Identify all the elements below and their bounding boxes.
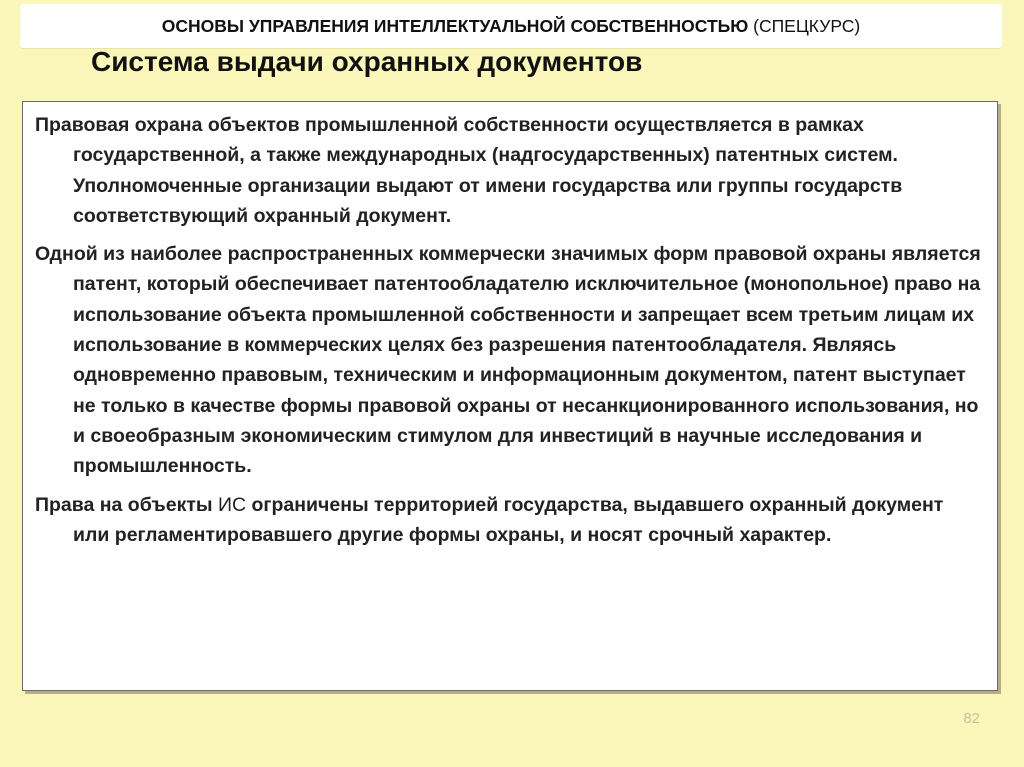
paragraph-territorial-rights-prefix: Права на объекты <box>35 493 218 516</box>
content-box <box>22 101 998 691</box>
course-header <box>20 4 1002 48</box>
paragraph-territorial-rights <box>35 490 983 551</box>
course-title: ОСНОВЫ УПРАВЛЕНИЯ ИНТЕЛЛЕКТУАЛЬНОЙ СОБСТВЕННОСТЬЮ <box>161 16 749 36</box>
page-number: 82 <box>963 710 980 727</box>
slide-title: Система выдачи охранных документов <box>91 46 643 77</box>
course-title-suffix: (СПЕЦКУРС) <box>748 16 861 36</box>
ip-abbreviation: ИС <box>217 493 247 516</box>
paragraph-legal-protection: Правовая охрана объектов промышленной собственности осуществляется в рамках государственной, а также международных (надгосударственных) патентных систем. Уполномоченные организации выдают от имени государства или группы государств соответствующий охранный документ. <box>35 114 903 227</box>
paragraph-patent: Одной из наиболее распространенных коммерчески значимых форм правовой охраны является патент, который обеспечивает патентообладателю исключительное (монопольное) право на использование объекта промышленной собственности и запрещает всем третьим лицам их использование в коммерческих целях без разрешения патентообладателя. Являясь одновременно правовым, техническим и информационным документом, патент выступает не только в качестве формы правовой охраны от несанкционированного использования, но и своеобразным экономическим стимулом для инвестиций в научные исследования и промышленность. <box>35 243 981 478</box>
paragraph-territorial-rights-suffix: ограничены территорией государства, выдавшего охранный документ или регламентировавшего другие формы охраны, и носят срочный характер. <box>73 493 944 546</box>
